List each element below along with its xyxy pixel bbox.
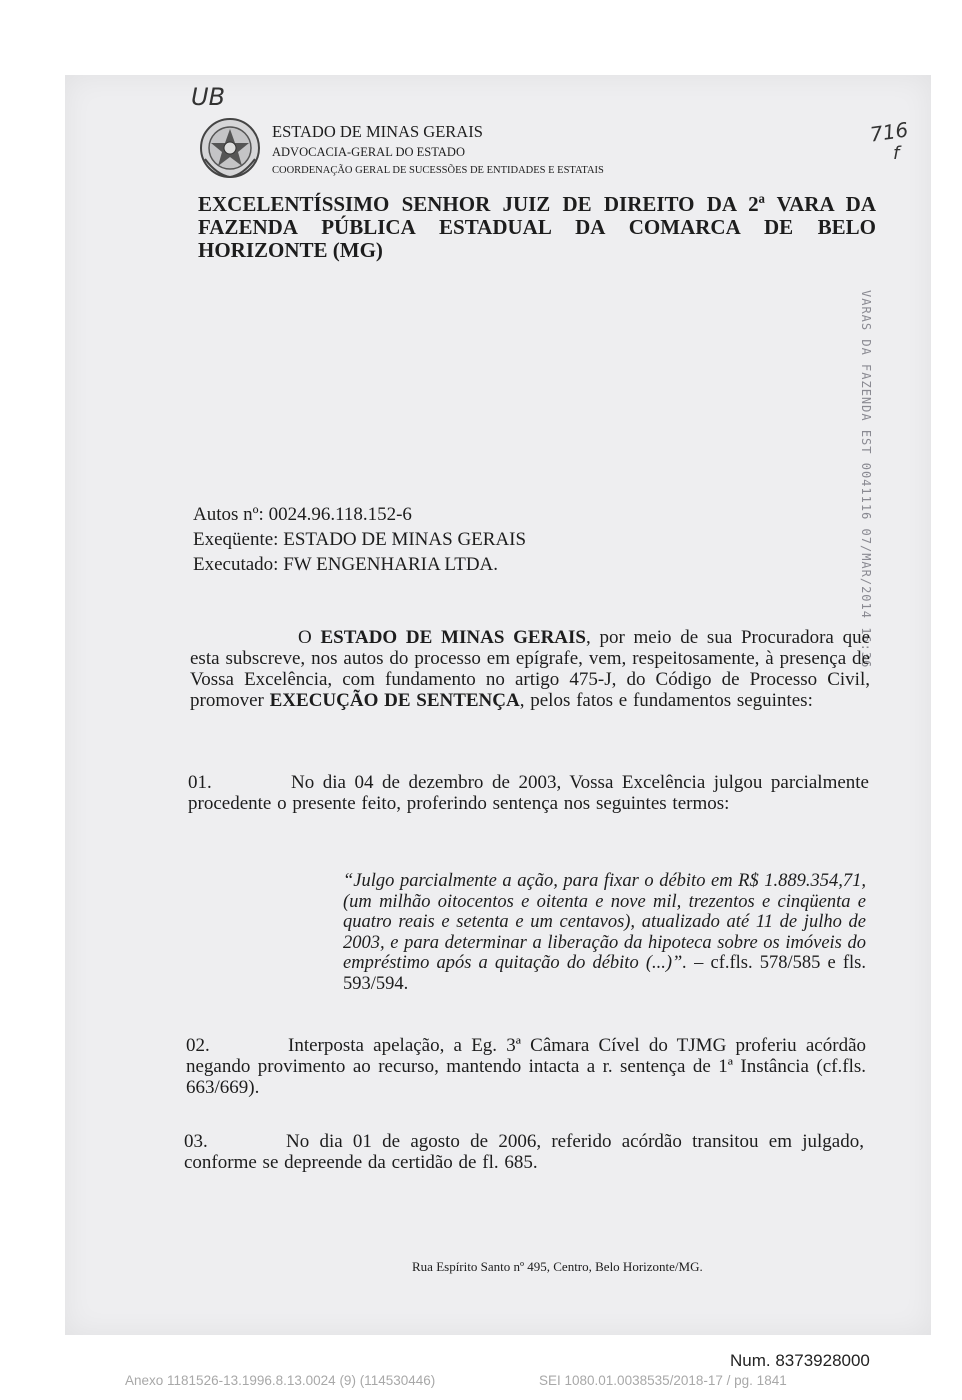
intro-body: , por meio de sua Procuradora que esta subscreve, nos autos do processo em epígrafe, vem, respeitosamente, à presença de Vossa Excelência, com fundamento no artigo 475-J, do Código de Processo Civil, promover xyxy=(190,627,870,711)
item-01-text: No dia 04 de dezembro de 2003, Vossa Excelência julgou parcialmente procedente o presente feito, proferindo sentença nos seguintes termos: xyxy=(188,772,869,814)
header-department: COORDENAÇÃO GERAL DE SUCESSÕES DE ENTIDADES E ESTATAIS xyxy=(272,165,604,176)
item-03 xyxy=(184,1131,864,1173)
item-03-text: No dia 01 de agosto de 2006, referido acórdão transitou em julgado, conforme se depreende da certidão de fl. 685. xyxy=(184,1131,864,1173)
item-01-number: 01. xyxy=(188,772,212,793)
item-02-number: 02. xyxy=(186,1035,210,1056)
handwritten-page-number: 716 xyxy=(868,117,910,147)
item-03-number: 03. xyxy=(184,1131,208,1152)
coat-of-arms-icon xyxy=(197,115,263,181)
header-agency: ADVOCACIA-GERAL DO ESTADO xyxy=(272,145,465,159)
handwritten-initial: f xyxy=(893,143,900,164)
intro-suffix: , pelos fatos e fundamentos seguintes: xyxy=(519,690,813,711)
case-executado: Executado: FW ENGENHARIA LTDA. xyxy=(193,554,499,575)
intro-action: EXECUÇÃO DE SENTENÇA xyxy=(269,690,520,711)
item-02-text: Interposta apelação, a Eg. 3ª Câmara Cível do TJMG proferiu acórdão negando provimento ao recurso, mantendo intacta a r. sentença de 1ª Instância (cf.fls. 663/669). xyxy=(186,1035,866,1098)
header-state: ESTADO DE MINAS GERAIS xyxy=(272,122,483,141)
addressee: EXCELENTÍSSIMO SENHOR JUIZ DE DIREITO DA 2ª VARA DA FAZENDA PÚBLICA ESTADUAL DA COMARCA DE BELO HORIZONTE (MG) xyxy=(198,192,876,262)
case-number: Autos nº: 0024.96.118.152-6 xyxy=(193,504,412,525)
footer-address: Rua Espírito Santo nº 495, Centro, Belo Horizonte/MG. xyxy=(412,1259,703,1274)
intro-party: ESTADO DE MINAS GERAIS xyxy=(320,627,586,648)
document-number: Num. 8373928000 xyxy=(730,1351,870,1370)
quote-reference: – cf.fls. 578/585 e fls. 593/594. xyxy=(343,953,866,994)
handwritten-note-ub: UB xyxy=(191,83,226,111)
sei-reference: SEI 1080.01.0038535/2018-17 / pg. 1841 xyxy=(539,1373,787,1388)
protocol-stamp: VARAS DA FAZENDA EST 0041116 07/MAR/2014 16:36 xyxy=(859,290,873,669)
intro-paragraph xyxy=(190,627,870,711)
intro-prefix: O xyxy=(298,627,321,648)
scanned-page xyxy=(65,75,931,1335)
item-02 xyxy=(186,1035,866,1098)
annex-reference: Anexo 1181526-13.1996.8.13.0024 (9) (114530446) xyxy=(125,1373,436,1388)
item-01 xyxy=(188,772,869,814)
quote-text: “Julgo parcialmente a ação, para fixar o débito em R$ 1.889.354,71, (um milhão oitocentos e oitenta e nove mil, trezentos e cinqüenta e quatro reais e setenta e um centavos), atualizado até 11 de julho de 2003, e para determinar a liberação da hipoteca sobre os imóveis do empréstimo após a quitação do débito (...)”. xyxy=(343,871,866,973)
sentence-quote xyxy=(343,871,866,994)
case-exequente: Exeqüente: ESTADO DE MINAS GERAIS xyxy=(193,529,527,550)
